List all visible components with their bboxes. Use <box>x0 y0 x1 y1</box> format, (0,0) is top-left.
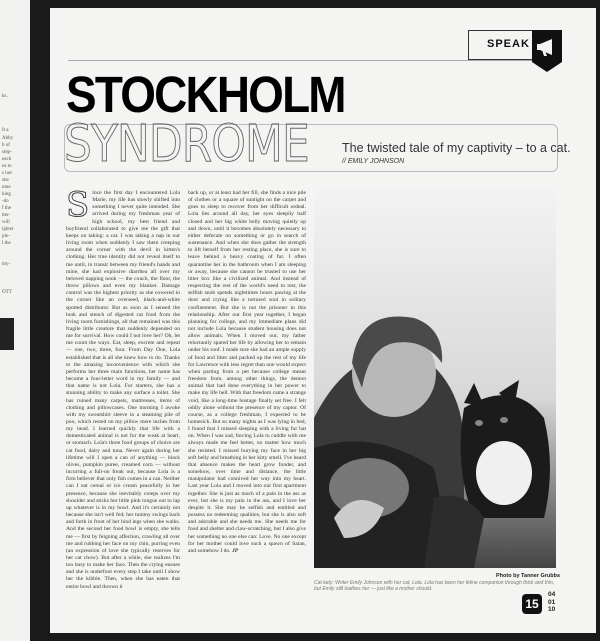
article-column-2 <box>188 190 306 602</box>
prev-page-fragment: nme <box>2 185 11 190</box>
drop-cap: S <box>66 190 90 225</box>
prev-page-fragment: she <box>2 178 9 183</box>
prev-page-fragment: h of <box>2 143 10 148</box>
subtitle: The twisted tale of my captivity – to a cat. <box>342 141 571 155</box>
prev-page-fragment: Abby <box>2 136 14 141</box>
prev-page-fragment: my- <box>2 262 11 267</box>
title-line-2: SYNDROME <box>64 115 309 174</box>
header-rule <box>68 60 560 61</box>
prev-page-fragment: l the <box>2 241 11 246</box>
prev-page-fragment: s hav <box>2 171 13 176</box>
prev-page-fragment: will <box>2 220 10 225</box>
section-label: SPEAK <box>487 38 530 50</box>
photo-woman-with-cat <box>314 188 556 568</box>
prev-page-fragment: ple- <box>2 234 10 239</box>
column-1-text: ince the first day I encountered Lola Marie, my life has slowly shifted into something I never quite intended. She arrived during my freshman year of high school, my best friend and boyfriend collaborated to give me the gift that keeps on taking: a cat. I was taking a nap in our living room when suddenly I saw them creeping around the corner with the devil in kitten's clothing. Her true identity did not reveal itself to me until, in transit between my friend's hands and mine, she had explosive diarrhea all over my beloved napping nook — the couch, the floor, the throw pillows and even my blanket. Damage control was the highest priority as she cowered in the corner like an overseed, black-and-white spotted distributor. But as soon as I sensed the look and stench of digested cat food from the living room furnishings, all that remained was this fragile little creature that suddenly depended on me for survival. How could I not love her? Oh, let me count the ways. Eat, sleep, excrete and repeat — one, two, three, four. From Day One, Lola established that is all she knew how to do. Thanks to the amazing inconvenience with which she performs her three main functions, her name has become a four-letter word in my family — and that name is not Lola. For starters, she has a stunning ability to make any surface a toilet. She has ruined many carpets, mattresses, items of clothing and pillowcases. One morning I awoke with my sweatshirt sleeve in a steaming pile of poo, which rested on my pillow mere inches from my head. I learned quickly that life with a domesticated animal is not for the weak at heart, or stomach. Lola's three food groups of choice are cat food, dairy and tuna. Never again during her lifetime will I open a can of anything — black olives, pumpkin puree, creamed corn — without incurring a full-on freak out, because Lola is a firm believer that only fish comes in a can. Neither can I eat cereal or ice cream peacefully in her presence, because she inevitably creeps over my shoulder and sticks her little pink tongue out to lap up whatever is in my bowl. And it's certainly not because she isn't well fed; her tummy swings back and forth in front of her hind legs when she walks. And the second her food bowl is empty, she tells me — first by feigning affection, crawling all over me and rubbing her face on my chin, purring even (an expression of love she typically reserves for her cat chow). But after a while, she realizes I'm too busy to make her face. Then the crying ensues and she is underfoot every step I take until I show her the kibble. Then, when she has eaten that entire bowl and thrown it <box>66 190 180 590</box>
prev-page-fragment: It a <box>2 128 9 133</box>
issue-line: 01 <box>548 598 556 606</box>
prev-page-fragment: king <box>2 192 11 197</box>
prev-page-fragment: step- <box>2 150 12 155</box>
prev-page-fragment: tter- <box>2 213 11 218</box>
issue-line: 10 <box>548 606 556 613</box>
photo-credit: Photo by Tanner Grubbs <box>496 573 561 579</box>
issue-date <box>548 591 555 614</box>
magazine-page <box>50 8 596 633</box>
prev-page-fragment: f the <box>2 206 12 211</box>
prev-page-fragment: ns to <box>2 164 12 169</box>
prev-page-fragment: ighter <box>2 227 14 232</box>
prev-page-block <box>0 318 14 350</box>
signoff-mark: JP <box>231 547 239 554</box>
photo-caption: Cat lady: Writer Emily Johnson with her cat, Lola. Lola has been her feline companion through thick and thin, but Emily still loathes her — just like a mother should. <box>314 580 555 592</box>
byline: // EMILY JOHNSON <box>342 158 405 165</box>
issue-line: 04 <box>548 591 556 598</box>
prev-page-fragment: OTT <box>2 290 12 295</box>
page-number: 15 <box>522 594 542 614</box>
prev-page-fragment: ks. <box>2 94 8 99</box>
column-2-text: back up, or at least had her fill, she finds a nice pile of clothes or a square of sunlight on the carpet and goes to sleep to recover from her difficult ordeal. Lola lies around all day, her eyes sleepily half closed and her big white belly moving quietly up and down, until it becomes absolutely necessary to either defecate on something or go in search of sustenance. And when she does gather the strength to lift herself from her resting place, she is sure to leave behind a heavy coating of fur. I often quarantine her in the bathroom when I am sleeping or away, because she cannot be trusted to use her litter box like a civilized animal. And instead of respecting the rest of the world's need to rest, the selfish snob spends nighttimes hours pawing at the door and crying like a tortured soul in solitary confinement. But she is not the prisoner in this relationship. After our first year together, I began planning for college, and my immediate plans did not include Lola because student housing does not allow animals. When I moved out, my father reluctantly spared her life by allowing her to remain under his roof. I made sure she had an ample supply of food and litter and packed up the rest of my life for Lawrence with less regret than one would expect when parting from a pet because college meant freedom from, among other things, the demon animal that had done everything in her power to make my life hell. With that freedom came a strange void, like a long-time hostage finally set free. I felt oddly alone without the presence of my captor. Of course, as a college freshman, I expected to be homesick. But so many nights as I was lying in bed, I found that I missed sleeping with a living fur hat on. When I was sad, forcing Lola to cuddle with me always made me feel better, no matter how much she resisted. I missed burying my face in her big soft belly and breathing in her kitty smell. I've heard that absence makes the heart grow fonder, and somehow, over time and distance, the little manipulator had connived her way into my heart. Last year Lola and I moved into our first apartment together. She is just as much of a pain in the ass as ever, but she is my pain in the ass, and I love her despite it. She may be selfish and entitled and possess no redeeming qualities, but she is also soft and adorable and she needs me. She needs me for food and shelter and claw-scratching, but I also give her something no one else can: Love. No one except for her mother could love such a spawn of Satan, and somehow I do. <box>188 190 306 554</box>
title-line-1: STOCKHOLM <box>66 66 345 123</box>
article-column-1 <box>66 190 180 602</box>
previous-page-edge <box>0 0 30 641</box>
prev-page-fragment: each <box>2 157 12 162</box>
prev-page-fragment: -do <box>2 199 9 204</box>
megaphone-icon <box>532 30 562 72</box>
